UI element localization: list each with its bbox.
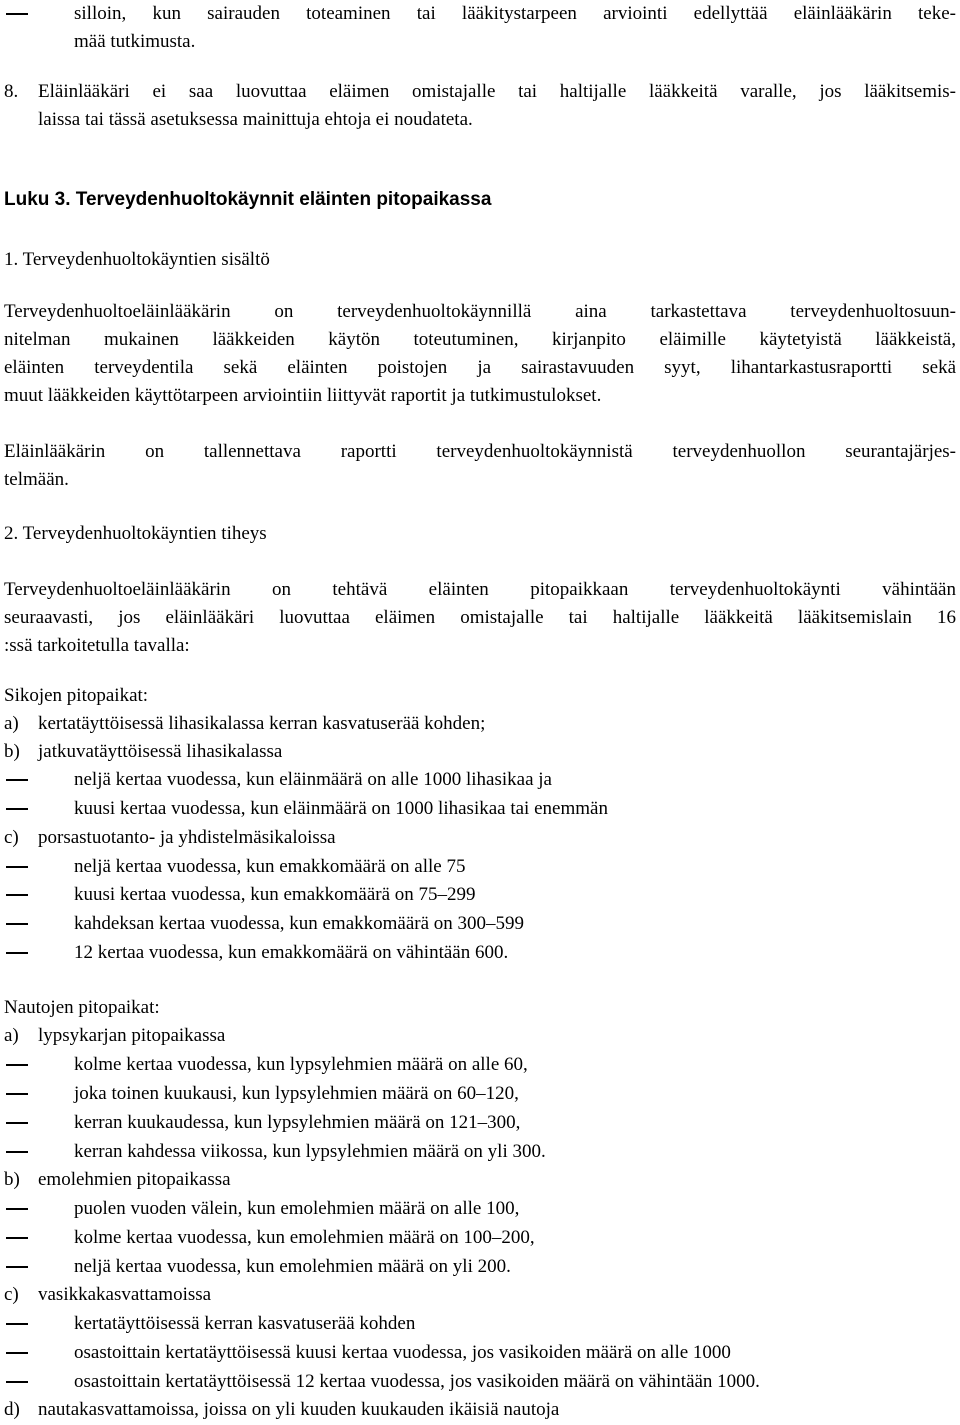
item-8-label: 8. xyxy=(4,81,19,102)
item-8-line1: Eläinlääkäri ei saa luovuttaa eläimen omistajalle tai haltijalle lääkkeitä varalle, jos lääkitsemis- xyxy=(38,81,956,102)
section-1-paragraph-2: Eläinlääkärin on tallennettava raportti terveydenhuoltokäynnistä terveydenhuollon seurantajärjes- telmään. xyxy=(4,441,956,490)
item-8-line2: laissa tai tässä asetuksessa mainittuja ehtoja ei noudateta. xyxy=(38,109,473,130)
intro-dash-line1: silloin, kun sairauden toteaminen tai lääkitystarpeen arviointi edellyttää eläinlääkärin teke- xyxy=(74,3,956,24)
pigs-title: Sikojen pitopaikat: xyxy=(4,685,149,706)
section-2-paragraph-1: Terveydenhuoltoeläinlääkärin on tehtävä eläinten pitopaikkaan terveydenhuoltokäynti vähintään seuraavasti, jos eläinlääkäri luovuttaa eläimen omistajalle tai haltijalle lääkkeitä lääkitsemislain 16 :ssä tarkoitetulla tavalla: xyxy=(4,579,956,656)
cattle-title: Nautojen pitopaikat: xyxy=(4,997,160,1018)
section-2-heading: 2. Terveydenhuoltokäyntien tiheys xyxy=(4,523,267,544)
section-1-paragraph-1: Terveydenhuoltoeläinlääkärin on terveydenhuoltokäynnillä aina tarkastettava terveydenhuoltosuun- nitelman mukainen lääkkeiden käytön toteutuminen, kirjanpito eläimille käytetyistä lääkkeistä, eläinten terveydentila sekä eläinten poistojen ja sairastavuuden syyt, lihantarkastusraportti sekä muut lääkkeiden käyttötarpeen arviointiin liittyvät raportit ja tutkimustulokset. xyxy=(4,301,956,406)
intro-dash-line2: mää tutkimusta. xyxy=(74,31,196,52)
section-1-heading: 1. Terveydenhuoltokäyntien sisältö xyxy=(4,249,270,270)
chapter-title: Luku 3. Terveydenhuoltokäynnit eläinten pitopaikassa xyxy=(4,189,492,210)
